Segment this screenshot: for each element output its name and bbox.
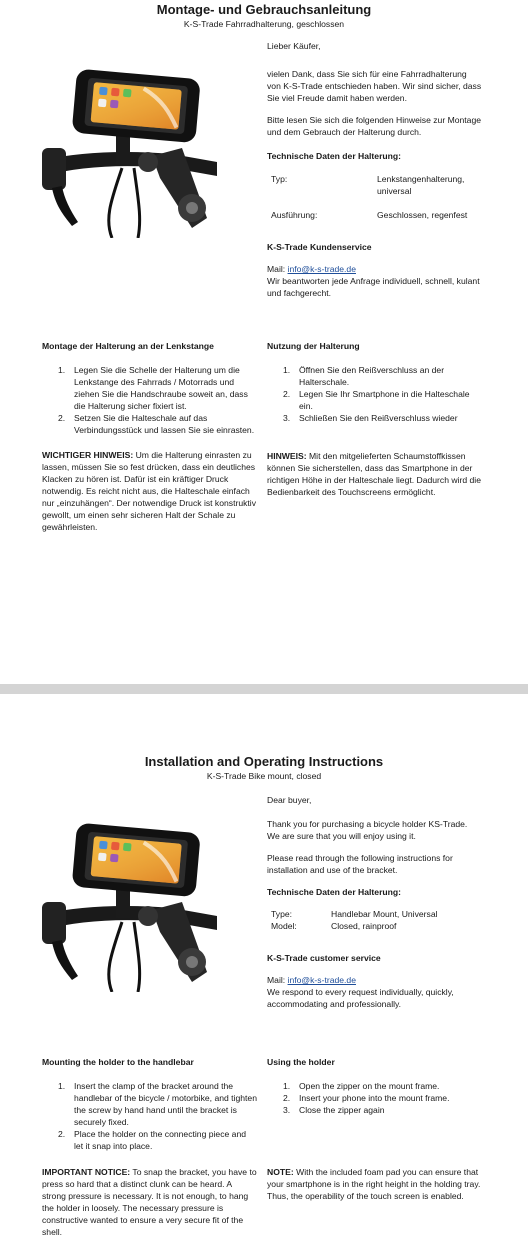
page-title: Montage- und Gebrauchsanleitung — [156, 2, 372, 17]
greeting: Dear buyer, — [267, 795, 312, 805]
page-subtitle: K-S-Trade Bike mount, closed — [206, 771, 322, 781]
spec-table — [267, 908, 482, 932]
service-text: We respond to every request individually, quickly, accommodating and professionally. — [267, 987, 454, 1009]
mount-section — [42, 1056, 257, 1238]
spec-value: Lenkstangenhalterung, universal — [377, 174, 465, 196]
use-steps — [267, 1080, 482, 1116]
tech-heading: Technische Daten der Halterung: — [267, 151, 402, 161]
intro-text-1: vielen Dank, dass Sie sich für eine Fahrradhalterung von K-S-Trade entschieden haben. Wir sind sicher, dass Sie viel Freude damit haben werden. — [267, 69, 482, 103]
list-item: 2. Place the holder on the connecting piece and let it snap into place. — [58, 1129, 247, 1151]
mount-section — [42, 340, 257, 533]
page-title: Installation and Operating Instructions — [144, 754, 384, 769]
list-item: 1. Insert the clamp of the bracket around the handlebar of the bicycle / motorbike, and tighten the screw by hand hand until the bracket is securely fixed. — [58, 1081, 257, 1127]
mail-link[interactable]: info@k-s-trade.de — [287, 264, 356, 274]
page-separator — [0, 684, 528, 694]
use-steps — [267, 364, 482, 424]
spec-value: Geschlossen, regenfest — [377, 210, 468, 220]
warning-text: WICHTIGER HINWEIS: Um die Halterung einrasten zu lassen, müssen Sie so fest drücken, dass ein deutliches Klacken zu hören ist. Dafür ist ein kräftiger Druck notwendig. Es reicht nicht aus, die Halteschale einfach nur „einzuhängen“. Der notwendige Druck ist konstruktiv gewollt, um einen sehr sicheren Halt der Schale zu gewährleisten. — [42, 450, 256, 532]
mail-line — [267, 974, 482, 986]
note-label: NOTE: — [267, 1167, 294, 1177]
warning-label: IMPORTANT NOTICE: — [42, 1167, 131, 1177]
list-item: 1. Legen Sie die Schelle der Halterung um die Lenkstange des Fahrrads / Motorrads und ziehen Sie die Handschraube soweit an, dass die Halterung sicher fixiert ist. — [58, 365, 248, 411]
mail-line — [267, 263, 482, 275]
spec-value: Handlebar Mount, Universal — [331, 909, 438, 919]
use-heading: Nutzung der Halterung — [267, 341, 360, 351]
use-heading: Using the holder — [267, 1057, 335, 1067]
warning-text: IMPORTANT NOTICE: To snap the bracket, you have to press so hard that a distinct clunk can be heard. A strong pressure is necessary. It is not enough, to hang the holder in loosely. The necessary pressure is constructive wanted to ensure a very secure fit of the shell. — [42, 1167, 257, 1237]
intro-text-1: Thank you for purchasing a bicycle holder KS-Trade. We are sure that you will enjoy using it. — [267, 819, 468, 841]
list-item: 3. Schließen Sie den Reißverschluss wieder — [283, 413, 458, 423]
use-section — [267, 1056, 482, 1202]
mount-heading: Montage der Halterung an der Lenkstange — [42, 341, 214, 351]
bike-mount-photo — [42, 822, 217, 992]
mount-steps — [42, 1080, 257, 1152]
spec-row — [267, 920, 482, 932]
intro-text-2: Please read through the following instructions for installation and use of the bracket. — [267, 853, 453, 875]
note-label: HINWEIS: — [267, 451, 307, 461]
warning-label: WICHTIGER HINWEIS: — [42, 450, 134, 460]
note-text: HINWEIS: Mit den mitgelieferten Schaumstoffkissen können Sie sicherstellen, dass das Smartphone in der richtigen Höhe in der Halteschale liegt. Dadurch wird die Bedienbarkeit des Touchscreens ermöglicht. — [267, 451, 482, 497]
intro-column — [267, 794, 482, 1010]
tech-heading: Technische Daten der Halterung: — [267, 887, 402, 897]
spec-key: Model: — [271, 921, 297, 931]
service-text: Wir beantworten jede Anfrage individuell, schnell, kulant und fachgerecht. — [267, 276, 480, 298]
spec-key: Typ: — [271, 174, 288, 184]
list-item: 2. Legen Sie Ihr Smartphone in die Halteschale ein. — [283, 389, 470, 411]
spec-row — [267, 908, 482, 920]
spec-row — [267, 209, 482, 233]
use-section — [267, 340, 482, 498]
list-item: 1. Öffnen Sie den Reißverschluss an der Halterschale. — [283, 365, 445, 387]
spec-key: Ausführung: — [271, 210, 318, 220]
spec-table — [267, 173, 482, 233]
list-item: 3. Close the zipper again — [283, 1105, 385, 1115]
note-text: NOTE: With the included foam pad you can ensure that your smartphone is in the right height in the holding tray. Thus, the operability of the touch screen is enabled. — [267, 1167, 481, 1201]
mail-label: Mail: — [267, 975, 288, 985]
greeting: Lieber Käufer, — [267, 41, 321, 51]
service-heading: K-S-Trade customer service — [267, 953, 381, 963]
list-item: 2. Setzen Sie die Halteschale auf das Verbindungsstück und lassen Sie sie einrasten. — [58, 413, 255, 435]
spec-value: Closed, rainproof — [331, 921, 397, 931]
page-subtitle: K-S-Trade Fahrradhalterung, geschlossen — [183, 19, 345, 29]
mount-steps — [42, 364, 257, 436]
mount-heading: Mounting the holder to the handlebar — [42, 1057, 194, 1067]
intro-text-2: Bitte lesen Sie sich die folgenden Hinweise zur Montage und dem Gebrauch der Halterung durch. — [267, 115, 482, 137]
mail-link[interactable]: info@k-s-trade.de — [287, 975, 356, 985]
spec-key: Type: — [271, 909, 293, 919]
list-item: 1. Open the zipper on the mount frame. — [283, 1081, 440, 1091]
mail-label: Mail: — [267, 264, 288, 274]
spec-row — [267, 173, 482, 209]
list-item: 2. Insert your phone into the mount frame. — [283, 1093, 450, 1103]
intro-column — [267, 40, 482, 299]
page-english — [0, 694, 528, 1249]
bike-mount-photo — [42, 68, 217, 238]
service-heading: K-S-Trade Kundenservice — [267, 242, 372, 252]
